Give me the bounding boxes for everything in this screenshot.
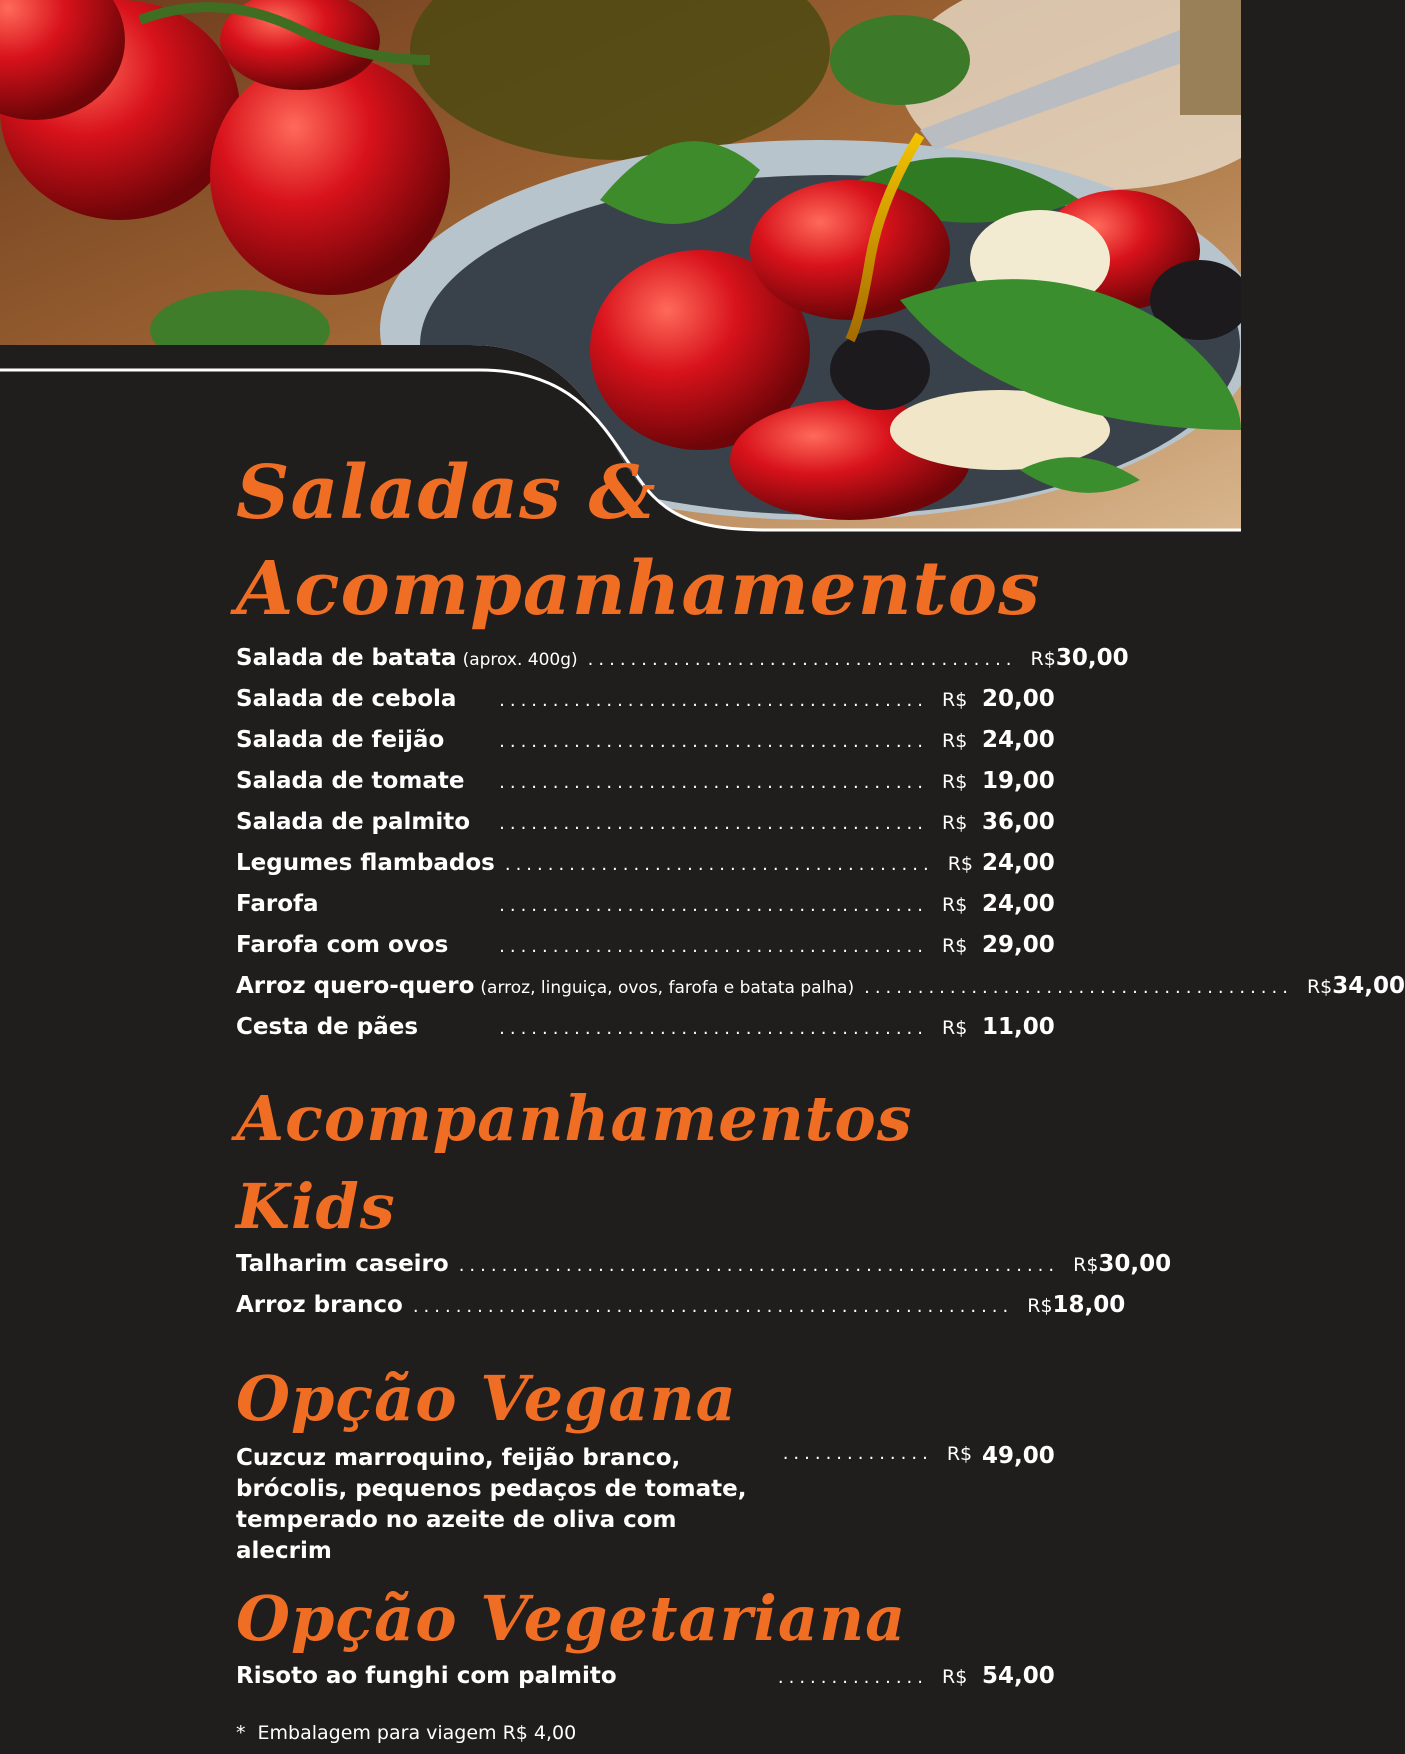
item-currency: R$: [1073, 1254, 1099, 1276]
menu-item: [236, 645, 1129, 686]
item-name: Cesta de pães: [236, 1014, 419, 1040]
dot-leader: ........................................................: [412, 1296, 1014, 1317]
footnote-marker: *: [236, 1722, 246, 1744]
menu-item: [236, 686, 1055, 727]
menu-item: [236, 1014, 1055, 1055]
footnote-text: Embalagem para viagem R$ 4,00: [257, 1722, 577, 1744]
item-currency: R$: [942, 894, 968, 916]
item-price: 34,00: [1332, 973, 1405, 999]
menu-item: [236, 1251, 1172, 1292]
dot-leader: ..............: [782, 1443, 933, 1464]
dot-leader: ........................................: [864, 977, 1293, 998]
item-currency: R$: [942, 730, 968, 752]
item-note: (arroz, linguiça, ovos, farofa e batata palha): [480, 978, 855, 998]
item-name: Salada de tomate: [236, 768, 465, 794]
item-currency: R$: [1030, 648, 1056, 670]
item-currency: R$: [1306, 976, 1333, 998]
item-price: 29,00: [982, 932, 1055, 958]
menu-item: [236, 1292, 1126, 1333]
item-currency: R$: [942, 771, 968, 793]
item-name: Legumes flambados: [236, 850, 495, 876]
section-title-kids: Acompanhamentos Kids: [236, 1082, 913, 1243]
item-name: Cuzcuz marroquino, feijão branco, brócolis, pequenos pedaços de tomate, temperado no azeite de oliva com alecrim: [236, 1445, 747, 1564]
item-name: Salada de cebola: [236, 686, 457, 712]
dot-leader: ........................................: [499, 895, 928, 916]
item-price: 11,00: [982, 1014, 1055, 1040]
title-line-2: Acompanhamentos: [236, 546, 1041, 632]
item-price: 36,00: [982, 809, 1055, 835]
item-price: 20,00: [982, 686, 1055, 712]
item-price: 30,00: [1098, 1251, 1172, 1277]
dot-leader: ........................................: [499, 772, 928, 793]
menu-item: [236, 932, 1055, 973]
item-name: Salada de batata: [236, 645, 457, 671]
dot-leader: ........................................................: [458, 1255, 1060, 1276]
section-kids: [236, 1075, 1172, 1333]
menu-item: [236, 768, 1055, 809]
menu-item: [236, 727, 1055, 768]
item-price: 30,00: [1055, 645, 1129, 671]
item-name: Arroz quero-quero: [236, 973, 475, 999]
item-currency: R$: [942, 935, 968, 957]
dot-leader: ........................................: [499, 813, 928, 834]
menu-item: [236, 1443, 1055, 1567]
item-price: 24,00: [982, 850, 1055, 876]
dot-leader: ........................................: [499, 731, 928, 752]
item-price: 24,00: [982, 727, 1055, 753]
item-name: Arroz branco: [236, 1292, 403, 1318]
dot-leader: ........................................: [587, 649, 1017, 670]
item-currency: R$: [942, 1666, 968, 1688]
menu-content: [236, 445, 1405, 1744]
item-currency: R$: [947, 853, 974, 875]
section-title-saladas: [236, 445, 1052, 637]
item-currency: R$: [946, 1443, 973, 1465]
menu-item: [236, 1663, 1055, 1704]
menu-item: [236, 891, 1055, 932]
item-name: Farofa: [236, 891, 319, 917]
item-name: Talharim caseiro: [236, 1251, 449, 1277]
item-note: (aprox. 400g): [462, 650, 578, 670]
section-vegana: [236, 1355, 1055, 1567]
item-price: 24,00: [982, 891, 1055, 917]
item-price: 18,00: [1052, 1292, 1126, 1318]
title-line-1: Saladas &: [236, 450, 657, 536]
dot-leader: ........................................: [499, 690, 928, 711]
menu-item: [236, 973, 1405, 1014]
item-currency: R$: [1027, 1295, 1053, 1317]
dot-leader: ..............: [777, 1667, 928, 1688]
item-currency: R$: [942, 1017, 968, 1039]
item-name: Farofa com ovos: [236, 932, 449, 958]
footnote: [236, 1722, 1052, 1744]
item-name: Salada de feijão: [236, 727, 445, 753]
dot-leader: ........................................: [499, 1018, 928, 1039]
section-vegetariana: [236, 1575, 1055, 1704]
section-saladas: [236, 445, 1405, 1055]
item-currency: R$: [942, 689, 968, 711]
section-title-vegana: Opção Vegana: [236, 1362, 737, 1435]
item-currency: R$: [942, 812, 968, 834]
item-price: 54,00: [982, 1663, 1055, 1689]
item-name: Salada de palmito: [236, 809, 471, 835]
menu-item: [236, 809, 1055, 850]
item-name: Risoto ao funghi com palmito: [236, 1663, 617, 1689]
item-price: 19,00: [982, 768, 1055, 794]
menu-item: [236, 850, 1055, 891]
dot-leader: ........................................: [499, 936, 928, 957]
item-price: 49,00: [982, 1443, 1055, 1469]
section-title-vegetariana: Opção Vegetariana: [236, 1582, 907, 1655]
dot-leader: ........................................: [504, 854, 934, 875]
